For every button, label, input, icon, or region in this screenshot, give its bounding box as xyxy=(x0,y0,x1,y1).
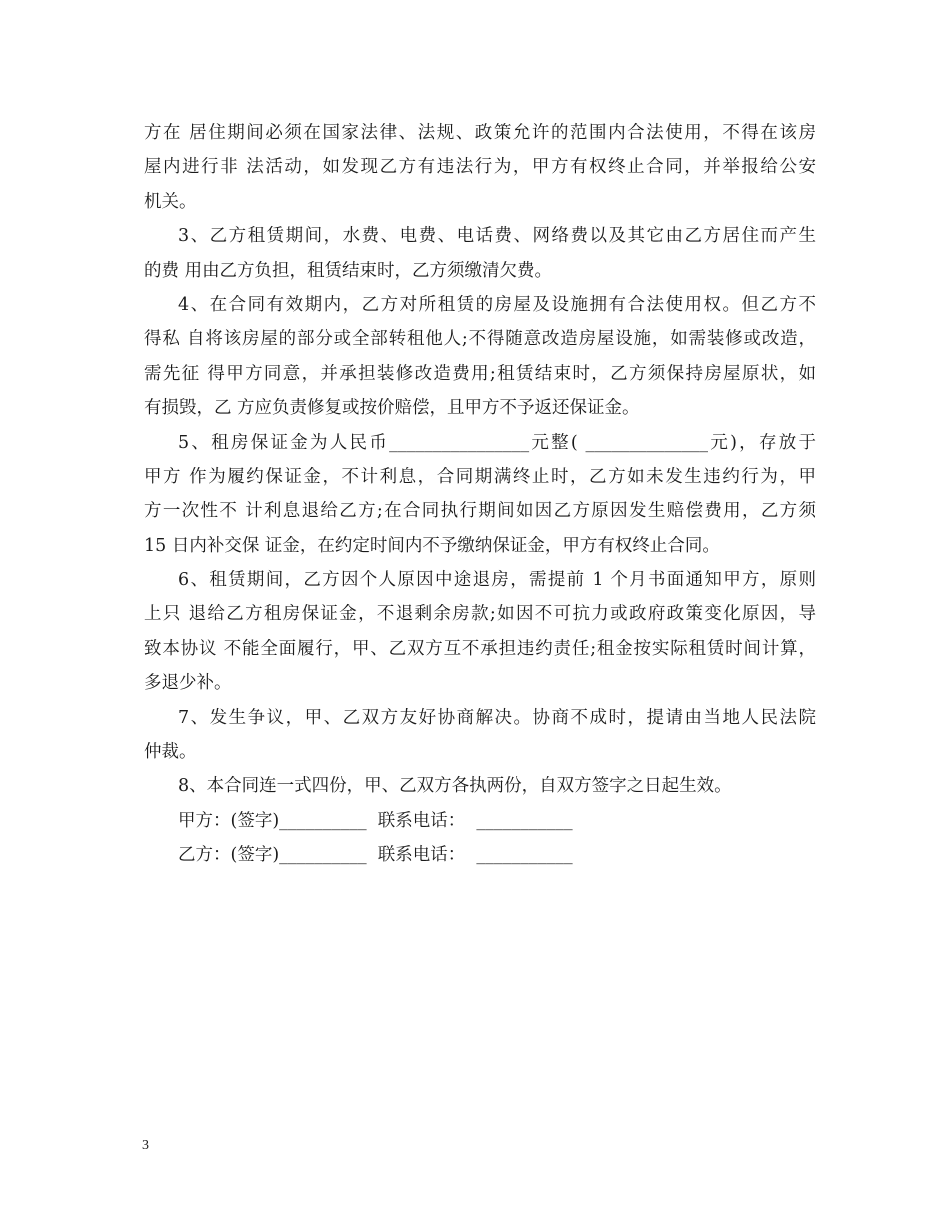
clause-8-line: 8、本合同连一式四份，甲、乙双方各执两份，自双方签字之日起生效。 xyxy=(178,776,732,797)
party-b-signature-line: 乙方：(签字)__________ 联系电话： ___________ xyxy=(178,845,573,866)
text-line: 得私 自将该房屋的部分或全部转租他人;不得随意改造房屋设施，如需装修或改造， xyxy=(144,329,816,350)
contract-body xyxy=(144,116,816,873)
text-line: 机关。 xyxy=(144,191,197,212)
text-line: 15 日内补交保 证金，在约定时间内不予缴纳保证金，甲方有权终止合同。 xyxy=(144,535,720,556)
clause-5-line: 5、租房保证金为人民币________________元整( ______________元)，存放于 xyxy=(178,432,816,453)
clause-7-line: 7、发生争议，甲、乙双方友好协商解决。协商不成时，提请由当地人民法院 xyxy=(178,707,816,728)
clause-4-line: 4、在合同有效期内，乙方对所租赁的房屋及设施拥有合法使用权。但乙方不 xyxy=(178,294,816,315)
page-number: 3 xyxy=(142,1138,149,1153)
text-line: 需先征 得甲方同意，并承担装修改造费用;租赁结束时，乙方须保持房屋原状，如 xyxy=(144,363,816,384)
text-line: 屋内进行非 法活动，如发现乙方有违法行为，甲方有权终止合同，并举报给公安 xyxy=(144,157,816,178)
clause-3-line: 3、乙方租赁期间，水费、电费、电话费、网络费以及其它由乙方居住而产生 xyxy=(178,226,816,247)
clause-6-line: 6、租赁期间，乙方因个人原因中途退房，需提前 1 个月书面通知甲方，原则 xyxy=(178,570,816,591)
text-line: 方一次性不 计利息退给乙方;在合同执行期间如因乙方原因发生赔偿费用，乙方须 xyxy=(144,501,816,522)
text-line: 方在 居住期间必须在国家法律、法规、政策允许的范围内合法使用，不得在该房 xyxy=(144,123,816,143)
text-line: 致本协议 不能全面履行，甲、乙双方互不承担违约责任;租金按实际租赁时间计算， xyxy=(144,638,816,659)
text-line: 上只 退给乙方租房保证金，不退剩余房款;如因不可抗力或政府政策变化原因，导 xyxy=(144,604,816,625)
text-line: 仲裁。 xyxy=(144,742,197,763)
party-a-signature-line: 甲方：(签字)__________ 联系电话： ___________ xyxy=(178,810,573,831)
text-line: 有损毁，乙 方应负责修复或按价赔偿，且甲方不予返还保证金。 xyxy=(144,398,640,419)
text-line: 多退少补。 xyxy=(144,673,232,694)
text-line: 的费 用由乙方负担，租赁结束时，乙方须缴清欠费。 xyxy=(144,260,553,281)
text-line: 甲方 作为履约保证金，不计利息，合同期满终止时，乙方如未发生违约行为，甲 xyxy=(144,466,816,487)
